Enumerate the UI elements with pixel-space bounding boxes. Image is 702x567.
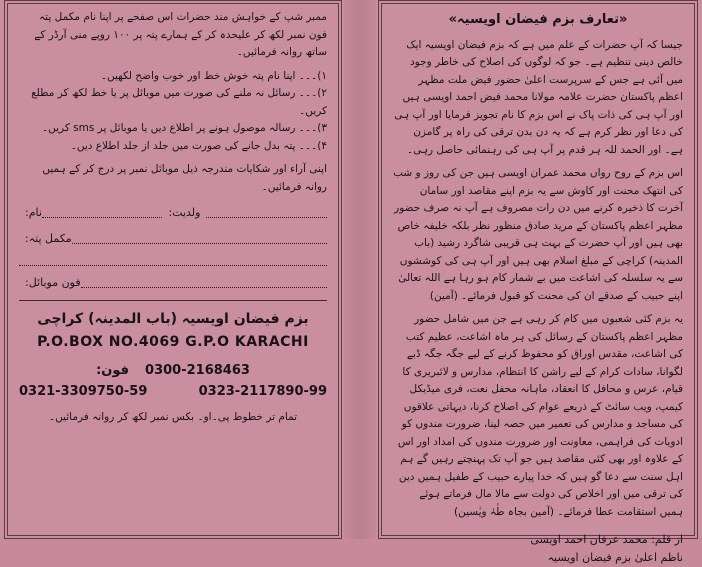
address-field-row [19,230,327,248]
rule-item: ۳)۔۔۔ رسالہ موصول ہونے پر اطلاع دیں یا موبائل پر sms کریں۔ [41,122,327,134]
introduction-title: «تعارف بزم فیضان اویسیہ» [448,12,628,27]
phone-label: فون موبائل: [25,276,81,289]
phone-heading: فون: [96,362,130,378]
address-field-row-2 [19,255,327,266]
closing-note: تمام تر خطوط پی۔او۔ بکس نمبر لکھ کر روانہ فرمائیں۔ [48,410,298,423]
feedback-note: اپنی آراء اور شکایات مندرجہ ذیل موبائل نمبر پر درج کر کے ہمیں روانہ فرمائیں۔ [42,163,327,193]
page-fold [344,0,376,539]
phone-row-2 [19,383,327,401]
signature-author: از قلم: محمد عرفان احمد اویسی [530,533,683,546]
divider [19,300,327,301]
address-label: مکمل پتہ: [25,231,72,245]
organization-name: بزم فیضان اویسیہ (باب المدینہ) کراچی [37,310,309,327]
intro-paragraph: یہ بزم کئی شعبوں میں کام کر رہی ہے جن میں شامل حضور مظہر اعظم پاکستان کے رسائل کی ہر ماہ اشاعت، عظیم کتب کی اشاعت، مقدس اوراق کو محفوظ کرنے کے لیے جگہ جگہ ڈبے لگوانا، سادات کرام کے لیے راشن کا انتظام، مدارس و لائبریری کا قیام، عرس و محافل کا انعقاد، ماہانہ محفل نعت، فری میڈیکل کیمپ، ویب سائٹ کے ذریعے عوام کی اصلاح کرنا، دیہاتی علاقوں کی مساجد و مدارس کی تعمیر میں حصہ لینا، ضرورت مندوں کو ادویات کی فراہمی، معاونت اور ضرورت مندوں کی امداد اور اس کے علاوہ اور بھی کئی مقاصد ہیں جو آپ تک پہنچتے رہیں گے ہم اہل سنت سے دعا گو ہیں کہ خدا پیارے حبیب کے طفیل ہمیں دین کی ترقی میں اور اخلاص کی دولت سے مالا مال فرماتے ہوئے ہمیں استقامت عطا فرمائے۔ (آمین بجاہ طٰہٰ ویٰسین) [397,313,683,518]
signature-role: ناظم اعلیٰ بزم فیضان اویسیہ [547,551,683,564]
phone-line[interactable] [81,277,327,288]
intro-paragraph: جیسا کہ آپ حضرات کے علم میں ہے کہ بزم فیضان اویسیہ ایک خالص دینی تنظیم ہے۔ جو کہ لوگوں کی اصلاح کی خاطر وجود میں آئی ہے جس کے سرپرست اعلیٰ حضور فیض ملت مظہر اعظم پاکستان حضرت علامہ مولانا محمد فیض احمد اویسی ہیں اور آپ ہی کی ذات پاک نے اس بزم کا نام تجویز فرمایا اور آپ ہی کی دعا اور نظر کرم ہے کہ یہ دن بدن ترقی کی راہ پر گامزن ہے۔ اور الحمد للہ ہر قدم پر آپ ہی کی رہنمائی حاصل رہی۔ [394,38,683,156]
phone-field-row [19,274,327,292]
introduction-panel [378,0,698,564]
intro-paragraph: اس بزم کے روح رواں محمد عمران اویسی ہیں جن کی روز و شب کی انتھک محنت اور کاوش سے یہ بزم اپنے مقاصد اور سامان آخرت کا ذخیرہ کرنے میں دن رات مصروف ہے آپ نہ صرف حضور مظہر اعظم پاکستان کے مرید صادق منظور نظر بلکہ خلیفہ خاص بھی ہیں اور آپ حضرت کے بہت ہی قریبی شاگرد رشید (باب المدینہ) کراچی کے مبلغ اسلام بھی ہیں اور آپ ہی کی کوششوں سے یہ سلسلہ کی اشاعت میں بے شمار کام ہو رہا ہے اللہ تعالیٰ اپنے حبیب کے صدقے ان کی محنت کو قبول فرمائے۔ (آمین) [393,167,683,302]
phone-row-1 [19,362,327,380]
address-line-2[interactable] [19,255,327,266]
rule-item: ۴)۔۔۔ پتہ بدل جانے کی صورت میں جلد از جلد اطلاع دیں۔ [70,139,327,152]
phone-number: 0300-2168463 [145,362,250,378]
po-box: P.O.BOX NO.4069 G.P.O KARACHI [37,334,309,350]
membership-panel [4,0,342,539]
name-field-row [19,204,327,222]
phone-number: 0321-3309750-59 [19,384,148,399]
rule-item: ۲)۔۔۔ رسائل نہ ملنے کی صورت میں موبائل پر یا خط لکھ کر مطلع کریں۔ [31,87,327,117]
father-line[interactable] [206,207,327,218]
phone-number: 0323-2117890-99 [198,384,327,399]
membership-rules [19,68,327,156]
name-label: نام: [25,206,42,219]
address-line[interactable] [72,233,327,244]
name-line[interactable] [42,207,163,218]
signature-block [393,531,683,567]
rule-item: ۱)۔۔۔ اپنا نام پتہ خوش خط اور خوب واضح لکھیں۔ [100,69,327,82]
father-label: ولدیت: [168,206,201,219]
membership-intro: ممبر شپ کے خواہش مند حضرات اس صفحے پر اپنا نام مکمل پتہ فون نمبر لکھ کر علیحدہ کر کے ہمارے پتہ پر ۱۰۰ روپے منی آرڈر کے ساتھ روانہ فرمائیں۔ [34,11,327,58]
